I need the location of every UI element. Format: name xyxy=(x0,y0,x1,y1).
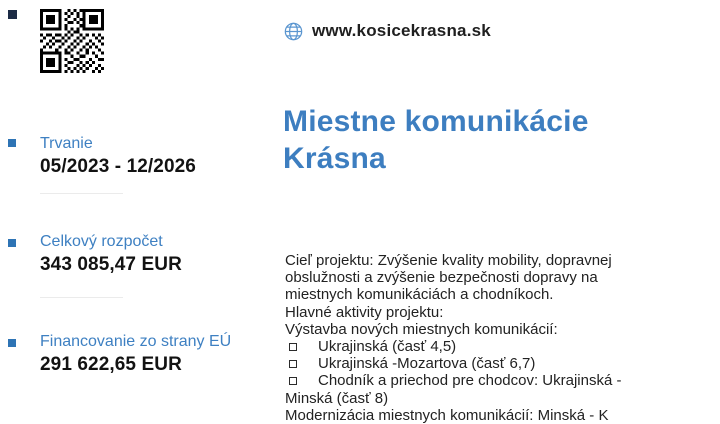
bullet-item-text: Chodník a priechod pre chodcov: Ukrajinská - xyxy=(318,372,622,390)
bullet-item xyxy=(285,372,715,389)
accent-square-trvanie xyxy=(8,139,16,147)
info-label: Trvanie xyxy=(40,135,93,152)
body-line: Cieľ projektu: Zvýšenie kvality mobility, dopravnej xyxy=(285,252,612,269)
bullet-item xyxy=(285,338,715,355)
square-bullet-icon xyxy=(289,377,297,385)
section-divider xyxy=(40,193,123,194)
info-value: 05/2023 - 12/2026 xyxy=(40,156,196,177)
body-line: miestnych komunikáciách a chodníkoch. xyxy=(285,286,554,304)
page-title-line1: Miestne komunikácie xyxy=(283,105,589,138)
qr-code xyxy=(40,9,104,73)
bullet-item xyxy=(285,355,715,372)
square-bullet-icon xyxy=(289,360,297,368)
website-header xyxy=(284,20,491,42)
info-label: Financovanie zo strany EÚ xyxy=(40,333,232,350)
accent-square-financovanie xyxy=(8,339,16,347)
bullet-item-text: Ukrajinská -Mozartova (časť 6,7) xyxy=(318,355,536,373)
info-label: Celkový rozpočet xyxy=(40,233,163,250)
globe-icon xyxy=(284,22,303,41)
body-line: Minská (časť 8) xyxy=(285,389,389,407)
body-line: Hlavné aktivity projektu: xyxy=(285,303,444,321)
info-section-rozpocet xyxy=(40,232,182,276)
body-line: obslužnosti a zvýšenie bezpečnosti dopravy na xyxy=(285,269,598,287)
info-section-trvanie xyxy=(40,134,196,178)
section-divider xyxy=(40,297,123,298)
project-description xyxy=(285,252,715,424)
info-value: 291 622,65 EUR xyxy=(40,354,182,375)
accent-square-top xyxy=(8,10,17,19)
bullet-item-text: Ukrajinská (časť 4,5) xyxy=(318,338,457,356)
website-url: www.kosicekrasna.sk xyxy=(312,21,491,40)
square-bullet-icon xyxy=(289,343,297,351)
page-title-line2: Krásna xyxy=(283,142,386,175)
body-line: Výstavba nových miestnych komunikácií: xyxy=(285,320,558,338)
info-value: 343 085,47 EUR xyxy=(40,254,182,275)
info-section-financovanie xyxy=(40,332,231,376)
page-title xyxy=(283,103,589,177)
body-line: Modernizácia miestnych komunikácií: Minská - K xyxy=(285,406,609,424)
accent-square-rozpocet xyxy=(8,239,16,247)
